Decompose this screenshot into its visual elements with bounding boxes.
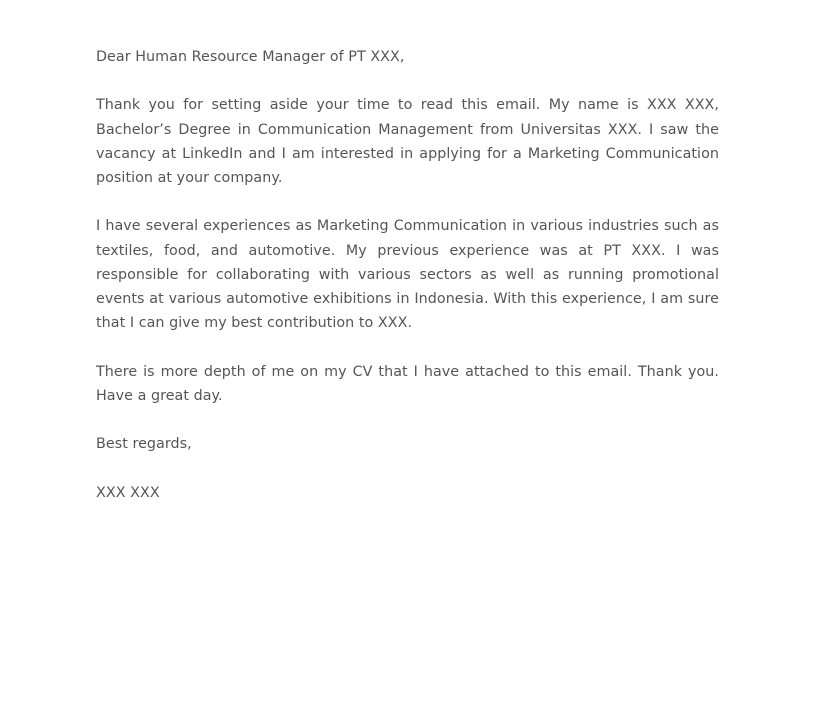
salutation: Dear Human Resource Manager of PT XXX, xyxy=(96,49,405,65)
paragraph-experience: I have several experiences as Marketing Communication in various industries such as textiles, food, and automotive. My previous experience was at PT XXX. I was responsible for collaborating with various sectors as well as running promotional events at various automotive exhibitions in Indonesia. With this experience, I am sure that I can give my best contribution to XXX. xyxy=(96,218,719,332)
closing-regards: Best regards, xyxy=(96,436,192,453)
paragraph-closing: There is more depth of me on my CV that I have attached to this email. Thank you. Have a great day. xyxy=(96,363,719,404)
paragraph-introduction: Thank you for setting aside your time to read this email. My name is XXX XXX, Bachelor’s Degree in Communication Management from Universitas XXX. I saw the vacancy at LinkedIn and I am interested in applying for a Marketing Communication position at your company. xyxy=(96,97,719,186)
signature: XXX XXX xyxy=(96,484,160,501)
letter-body xyxy=(96,45,719,529)
